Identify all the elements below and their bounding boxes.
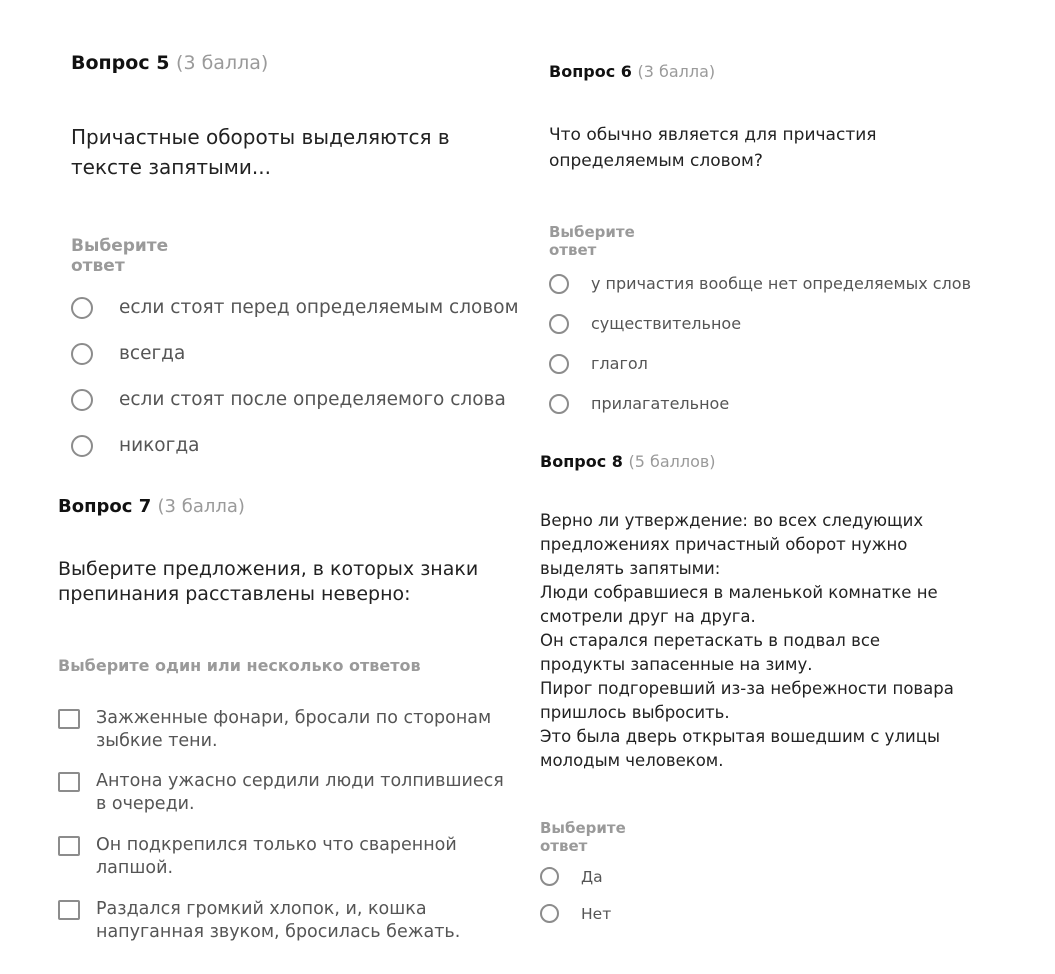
- radio-button[interactable]: [549, 314, 569, 334]
- option-label: если стоят после определяемого слова: [119, 389, 506, 410]
- question-5-points: (3 балла): [176, 52, 269, 74]
- question-6-text: Что обычно является для причастия определяемым словом?: [549, 125, 877, 171]
- question-5-number: Вопрос 5: [71, 52, 170, 74]
- option-label: если стоят перед определяемым словом: [119, 297, 519, 318]
- option-label: Раздался громкий хлопок, и, кошка напуганная звуком, бросилась бежать.: [96, 899, 461, 942]
- radio-button[interactable]: [549, 394, 569, 414]
- question-8-text-line: предложениях причастный оборот нужно: [540, 535, 908, 554]
- option-label: Антона ужасно сердили люди толпившиеся в очереди.: [96, 771, 504, 814]
- question-8-text-line: Это была дверь открытая вошедшим с улицы: [540, 727, 940, 746]
- radio-button[interactable]: [71, 389, 93, 411]
- radio-button[interactable]: [540, 904, 559, 923]
- option-label: Зажженные фонари, бросали по сторонам зыбкие тени.: [96, 708, 492, 751]
- question-6-hint: Выберите ответ: [549, 223, 635, 259]
- question-8-text-line: выделять запятыми:: [540, 559, 721, 578]
- radio-button[interactable]: [71, 435, 93, 457]
- question-7-option-1[interactable]: [58, 707, 506, 753]
- question-8-option-no[interactable]: [540, 903, 611, 925]
- option-label: у причастия вообще нет определяемых слов: [591, 274, 971, 293]
- question-8-title: [540, 452, 716, 471]
- radio-button[interactable]: [71, 343, 93, 365]
- question-6-option-4[interactable]: [549, 393, 729, 415]
- question-6-option-2[interactable]: [549, 313, 741, 335]
- radio-button[interactable]: [540, 867, 559, 886]
- question-8-text-line: Верно ли утверждение: во всех следующих: [540, 511, 924, 530]
- option-label: глагол: [591, 354, 648, 373]
- question-8-text-line: продукты запасенные на зиму.: [540, 655, 813, 674]
- checkbox[interactable]: [58, 836, 80, 856]
- question-7-points: (3 балла): [157, 496, 245, 517]
- question-8-hint: Выберите ответ: [540, 819, 626, 855]
- radio-button[interactable]: [549, 354, 569, 374]
- question-8-text-line: пришлось выбросить.: [540, 703, 730, 722]
- question-5-hint: Выберите ответ: [71, 236, 169, 276]
- question-7-option-4[interactable]: [58, 898, 506, 944]
- option-label: всегда: [119, 343, 186, 364]
- checkbox[interactable]: [58, 900, 80, 920]
- question-5-option-1[interactable]: [71, 296, 519, 320]
- question-7-title: [58, 496, 245, 517]
- question-7-number: Вопрос 7: [58, 496, 152, 517]
- question-8-text-line: молодым человеком.: [540, 751, 724, 770]
- question-7-text: Выберите предложения, в которых знаки препинания расставлены неверно:: [58, 558, 479, 605]
- question-5-option-2[interactable]: [71, 342, 185, 366]
- question-8-number: Вопрос 8: [540, 452, 623, 471]
- question-6-option-3[interactable]: [549, 353, 648, 375]
- question-6-option-1[interactable]: [549, 273, 971, 295]
- question-5-text: Причастные обороты выделяются в тексте запятыми...: [71, 125, 450, 179]
- question-5-title: [71, 52, 268, 74]
- question-6-number: Вопрос 6: [549, 62, 632, 81]
- question-8-text: [540, 509, 1000, 773]
- question-7-hint: Выберите один или несколько ответов: [58, 656, 421, 675]
- question-6-title: [549, 62, 715, 81]
- question-8-text-line: Пирог подгоревший из-за небрежности повара: [540, 679, 954, 698]
- option-label: никогда: [119, 435, 200, 456]
- question-5-option-3[interactable]: [71, 388, 506, 412]
- option-label: существительное: [591, 314, 742, 333]
- checkbox[interactable]: [58, 772, 80, 792]
- question-8-text-line: смотрели друг на друга.: [540, 607, 756, 626]
- option-label: прилагательное: [591, 394, 730, 413]
- question-8-text-line: Люди собравшиеся в маленькой комнатке не: [540, 583, 938, 602]
- question-8-text-line: Он старался перетаскать в подвал все: [540, 631, 881, 650]
- radio-button[interactable]: [549, 274, 569, 294]
- checkbox[interactable]: [58, 709, 80, 729]
- option-label: Нет: [581, 905, 612, 923]
- radio-button[interactable]: [71, 297, 93, 319]
- question-7-option-3[interactable]: [58, 834, 506, 880]
- question-8-points: (5 баллов): [628, 452, 716, 471]
- question-7-option-2[interactable]: [58, 770, 506, 816]
- option-label: Он подкрепился только что сваренной лапшой.: [96, 835, 457, 878]
- question-5-option-4[interactable]: [71, 434, 199, 458]
- option-label: Да: [581, 868, 603, 886]
- question-6-points: (3 балла): [637, 62, 716, 81]
- question-8-option-yes[interactable]: [540, 866, 603, 888]
